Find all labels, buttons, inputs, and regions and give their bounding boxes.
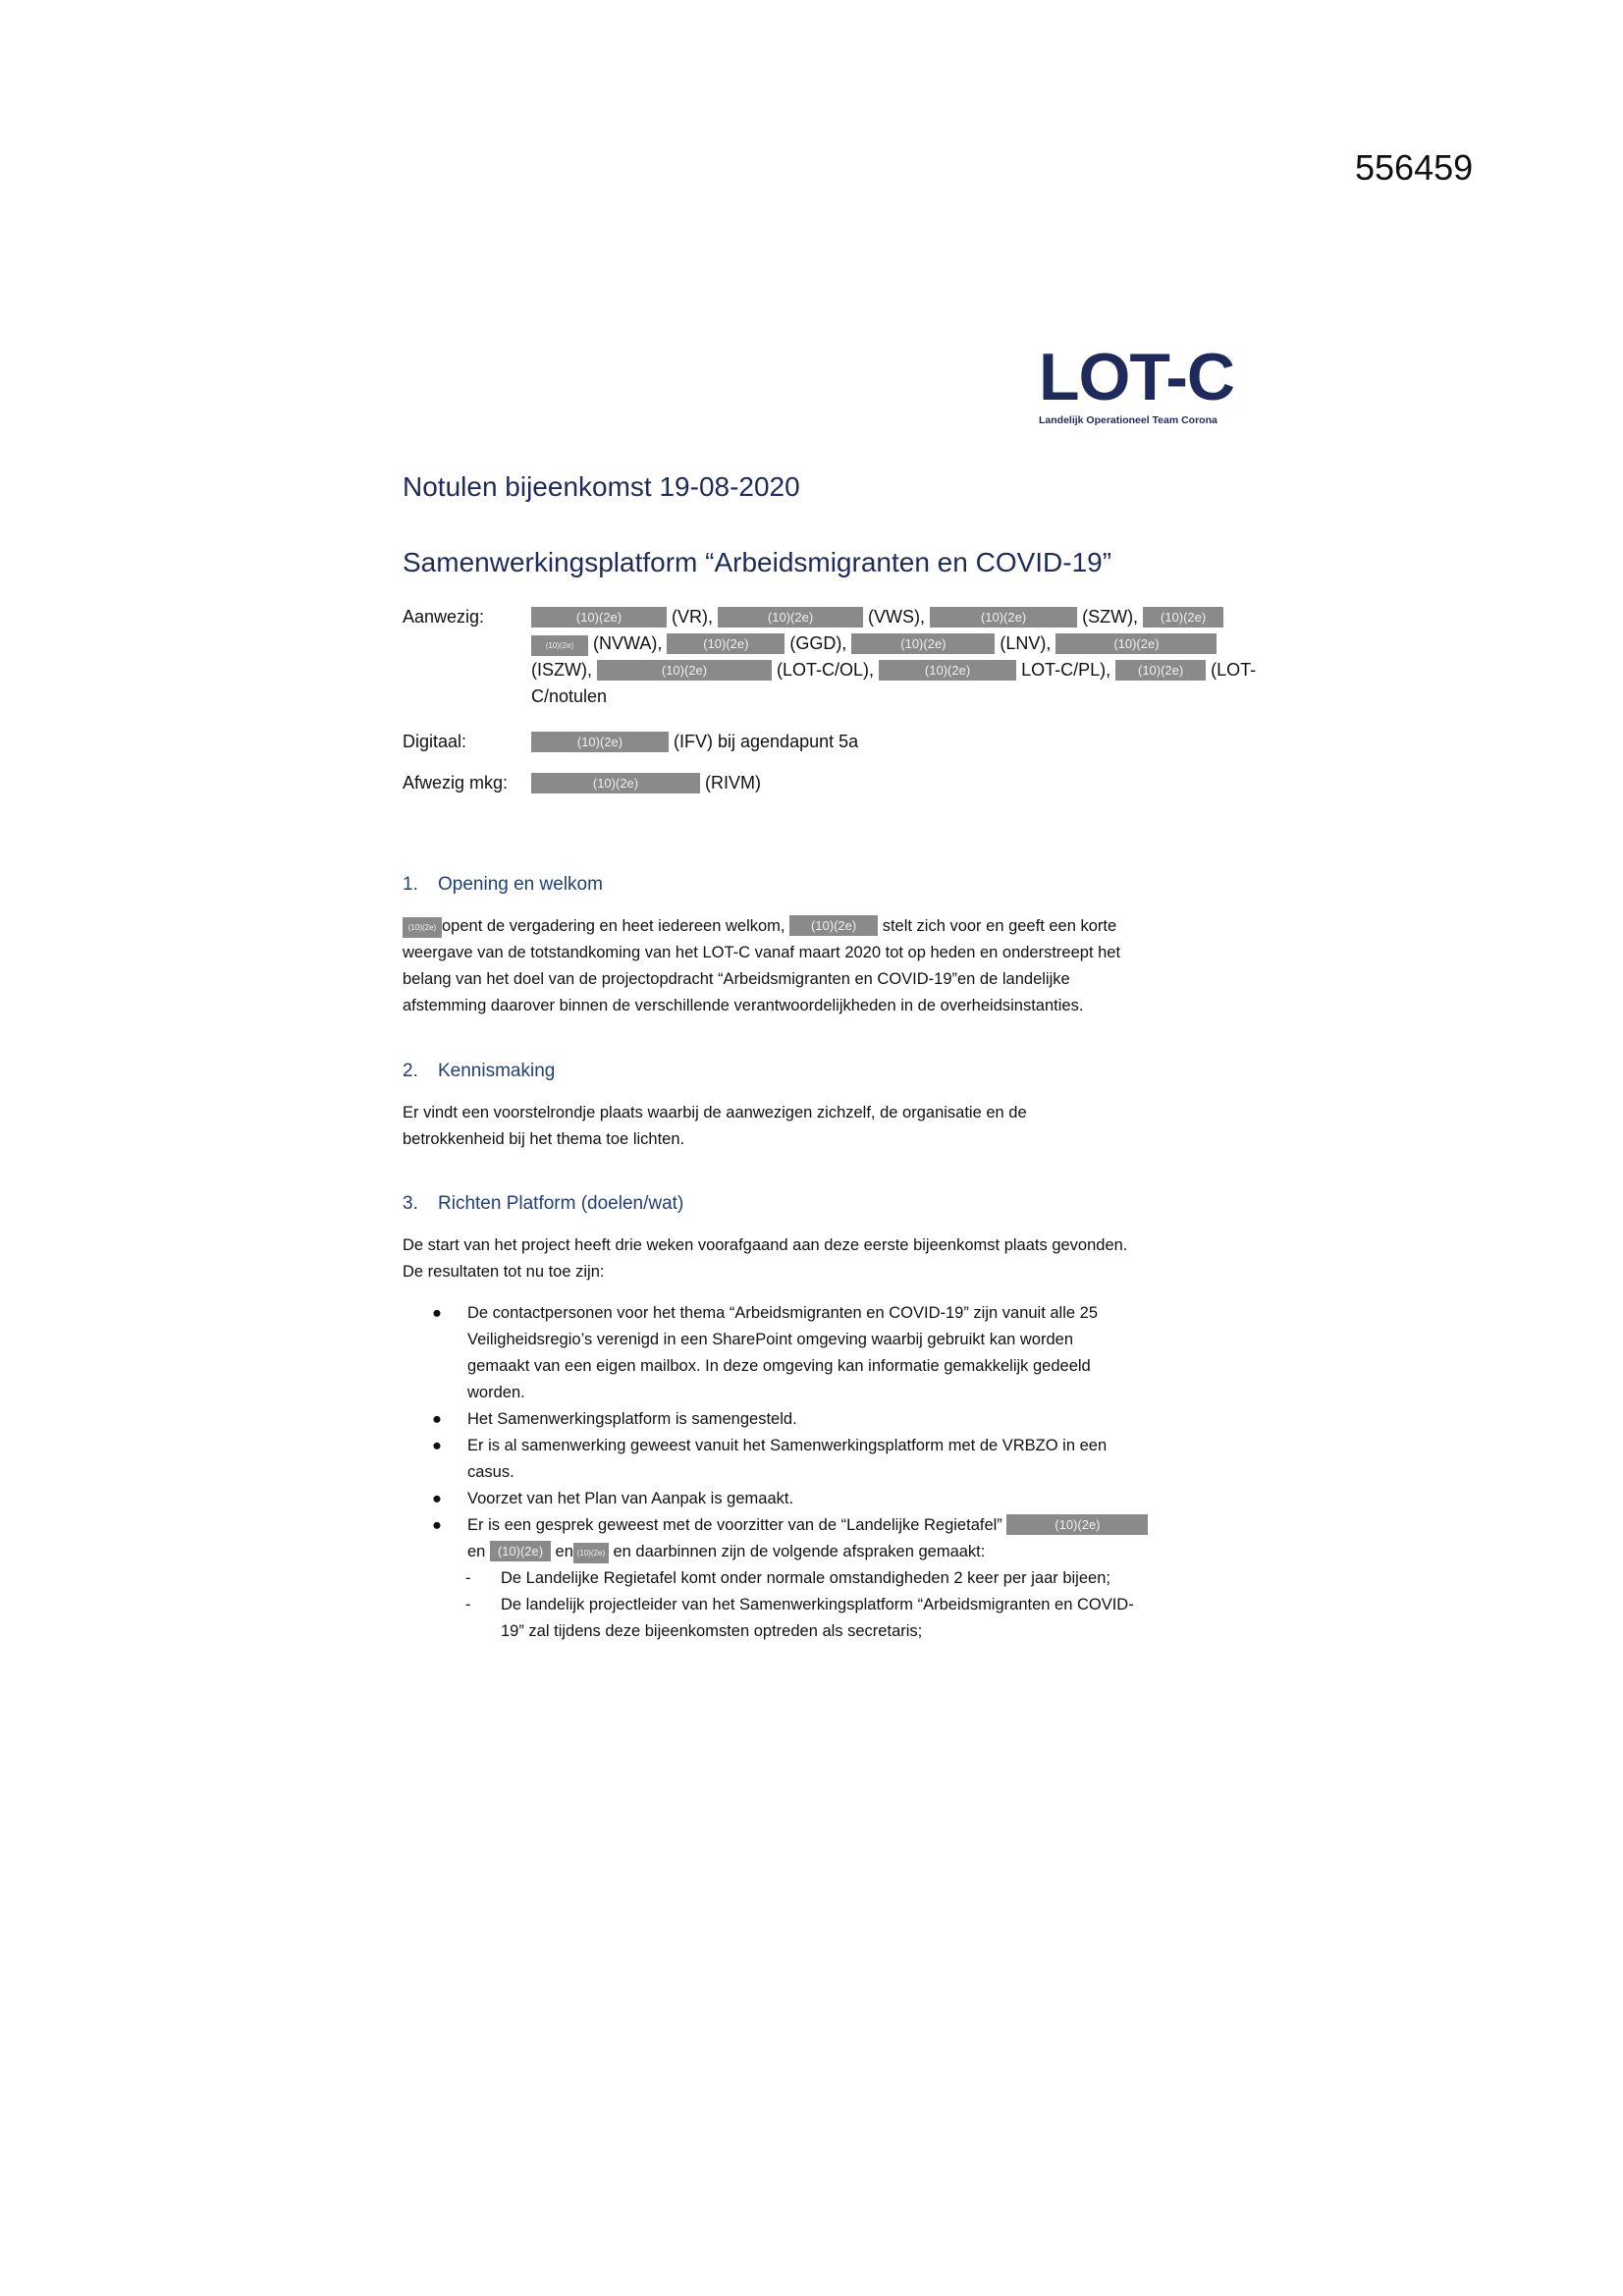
bullet-5 xyxy=(467,1512,1148,1565)
sub-item-1: De Landelijke Regietafel komt onder normale omstandigheden 2 keer per jaar bijeen; xyxy=(501,1569,1110,1587)
text-line: De contactpersonen voor het thema “Arbeidsmigranten en COVID-19” zijn vanuit alle 25 xyxy=(467,1304,1099,1322)
bullet-icon: ● xyxy=(432,1410,442,1428)
text-line: Er is al samenwerking geweest vanuit het Samenwerkingsplatform met de VRBZO in een xyxy=(467,1437,1108,1454)
attendee-org: (SZW), xyxy=(1082,607,1139,627)
attendee-org: (LOT- xyxy=(1211,660,1257,680)
attendee-org: (VWS), xyxy=(868,607,926,627)
text-line: casus. xyxy=(467,1463,514,1481)
section-heading-1 xyxy=(403,874,603,896)
text-line: Er is een gesprek geweest met de voorzitter van de “Landelijke Regietafel” xyxy=(467,1516,1002,1534)
redaction-box: (10)(2e) xyxy=(531,773,700,793)
attendee-org: (LNV), xyxy=(1000,633,1052,653)
text-line: Er vindt een voorstelrondje plaats waarbij de aanwezigen zichzelf, de organisatie en de xyxy=(403,1104,1027,1121)
redaction-box: (10)(2e) xyxy=(930,607,1077,628)
section-number: 1. xyxy=(403,874,418,895)
redaction-box: (10)(2e) xyxy=(1143,607,1223,628)
bullet-1 xyxy=(467,1300,1098,1406)
afwezig-label: Afwezig mkg: xyxy=(403,773,509,793)
bullet-icon: ● xyxy=(432,1516,442,1534)
text-line: afstemming daarover binnen de verschillende verantwoordelijkheden in de overheidsinstanties. xyxy=(403,997,1084,1014)
section-title: Richten Platform (doelen/wat) xyxy=(438,1193,684,1214)
redaction-box: (10)(2e) xyxy=(667,633,784,654)
text-line: gemaakt van een eigen mailbox. In deze omgeving kan informatie gemakkelijk gedeeld xyxy=(467,1357,1091,1375)
bullet-2: Het Samenwerkingsplatform is samengesteld. xyxy=(467,1410,797,1428)
afwezig-text: (RIVM) xyxy=(705,773,762,793)
redaction-box: (10)(2e) xyxy=(789,915,878,936)
redaction-box: (10)(2e) xyxy=(490,1541,551,1561)
text-line: De start van het project heeft drie weken voorafgaand aan deze eerste bijeenkomst plaats gevonden. xyxy=(403,1236,1128,1254)
redaction-box: (10)(2e) xyxy=(573,1543,609,1563)
text-line: De landelijk projectleider van het Samenwerkingsplatform “Arbeidsmigranten en COVID- xyxy=(501,1596,1134,1613)
text-line: belang van het doel van de projectopdracht “Arbeidsmigranten en COVID-19”en de landelijke xyxy=(403,970,1070,988)
redaction-box: (10)(2e) xyxy=(851,633,995,654)
attendee-org: (LOT-C/OL), xyxy=(777,660,875,680)
aanwezig-label: Aanwezig: xyxy=(403,607,485,627)
bullet-4: Voorzet van het Plan van Aanpak is gemaakt. xyxy=(467,1490,794,1507)
text-line: worden. xyxy=(467,1384,525,1401)
lotc-logo xyxy=(1039,340,1235,426)
digitaal-label: Digitaal: xyxy=(403,732,467,751)
aanwezig-row-3 xyxy=(531,657,1256,683)
attendee-org: (VR), xyxy=(672,607,714,627)
attendee-org: (ISZW), xyxy=(531,660,592,680)
bullet-icon: ● xyxy=(432,1304,442,1322)
document-number: 556459 xyxy=(1355,147,1474,188)
bullet-3 xyxy=(467,1433,1107,1486)
text-line: en xyxy=(555,1543,573,1560)
section-3-intro xyxy=(403,1232,1247,1285)
redaction-box: (10)(2e) xyxy=(879,660,1016,681)
redaction-box: (10)(2e) xyxy=(718,607,863,628)
aanwezig-row-2 xyxy=(531,630,1217,657)
redaction-box: (10)(2e) xyxy=(531,732,669,752)
section-heading-3 xyxy=(403,1193,683,1215)
attendee-org: (GGD), xyxy=(789,633,847,653)
section-number: 2. xyxy=(403,1061,418,1081)
text-line: en xyxy=(467,1543,486,1560)
afwezig-row xyxy=(531,770,761,796)
aanwezig-row-1 xyxy=(531,604,1223,630)
section-title: Kennismaking xyxy=(438,1061,556,1081)
section-number: 3. xyxy=(403,1193,418,1214)
section-1-body xyxy=(403,913,1247,1019)
page-subtitle: Samenwerkingsplatform “Arbeidsmigranten en COVID-19” xyxy=(403,547,1112,577)
bullet-icon: ● xyxy=(432,1437,442,1454)
text-line: Veiligheidsregio’s verenigd in een SharePoint omgeving waarbij gebruikt kan worden xyxy=(467,1331,1073,1348)
text-line: en daarbinnen zijn de volgende afspraken gemaakt: xyxy=(613,1543,986,1560)
section-title: Opening en welkom xyxy=(438,874,603,895)
text-line: opent de vergadering en heet iedereen welkom, xyxy=(442,917,785,935)
dash-marker: - xyxy=(465,1569,471,1587)
redaction-box: (10)(2e) xyxy=(531,607,667,628)
section-heading-2 xyxy=(403,1061,555,1082)
section-2-body xyxy=(403,1100,1247,1153)
redaction-box: (10)(2e) xyxy=(597,660,772,681)
dash-marker: - xyxy=(465,1596,471,1613)
digitaal-row xyxy=(531,729,858,755)
text-line: betrokkenheid bij het thema toe lichten. xyxy=(403,1130,685,1148)
logo-tagline: Landelijk Operationeel Team Corona xyxy=(1039,414,1217,426)
sub-item-2 xyxy=(501,1592,1134,1645)
redaction-box: (10)(2e) xyxy=(1006,1514,1148,1535)
redaction-box: (10)(2e) xyxy=(1115,660,1206,681)
attendee-org: LOT-C/PL), xyxy=(1021,660,1111,680)
page-title: Notulen bijeenkomst 19-08-2020 xyxy=(403,471,800,502)
text-line: De resultaten tot nu toe zijn: xyxy=(403,1263,605,1281)
attendee-org: (NVWA), xyxy=(593,633,663,653)
text-line: stelt zich voor en geeft een korte xyxy=(882,917,1117,935)
redaction-box: (10)(2e) xyxy=(1055,633,1217,654)
redaction-box: (10)(2e) xyxy=(403,917,442,938)
redaction-box: (10)(2e) xyxy=(531,635,588,656)
text-line: weergave van de totstandkoming van het LOT-C vanaf maart 2020 tot op heden en onderstreept het xyxy=(403,944,1121,961)
bullet-icon: ● xyxy=(432,1490,442,1507)
digitaal-text: (IFV) bij agendapunt 5a xyxy=(674,732,859,751)
logo-wordmark: LOT-C xyxy=(1039,340,1234,414)
aanwezig-row-4: C/notulen xyxy=(531,686,608,706)
text-line: 19” zal tijdens deze bijeenkomsten optreden als secretaris; xyxy=(501,1622,923,1640)
